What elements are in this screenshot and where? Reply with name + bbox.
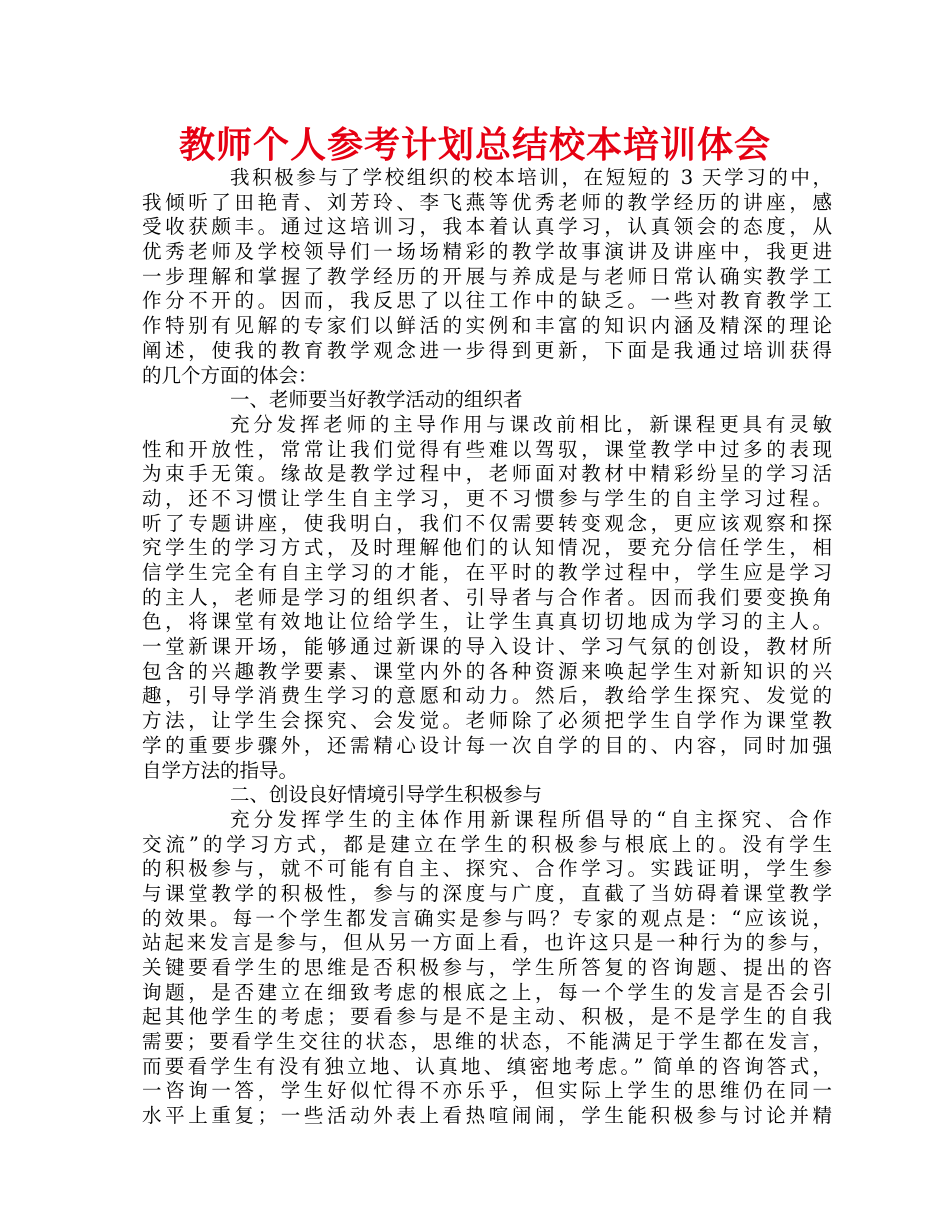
text-line: 性和开放性，常常让我们觉得有些难以驾驭，课堂教学中过多的表现 bbox=[142, 437, 832, 461]
text-line: 的几个方面的体会： bbox=[142, 363, 318, 387]
text-line: 作分不开的。因而，我反思了以往工作中的缺乏。一些对教育教学工 bbox=[142, 289, 832, 313]
text-line: 动，还不习惯让学生自主学习，更不习惯参与学生的自主学习过程。 bbox=[142, 486, 832, 510]
text-line: 的效果。每一个学生都发言确实是参与吗？专家的观点是：“应该说， bbox=[142, 906, 832, 930]
text-line: 色，将课堂有效地让位给学生，让学生真真切切地成为学习的主人。 bbox=[142, 610, 832, 634]
text-line: 关键要看学生的思维是否积极参与，学生所答复的咨询题、提出的咨 bbox=[142, 956, 832, 979]
text-line: 充分发挥学生的主体作用新课程所倡导的“自主探究、合作 bbox=[230, 807, 832, 831]
section-heading: 二、创设良好情境引导学生积极参与 bbox=[230, 783, 543, 807]
text-line: 受收获颇丰。通过这培训习，我本着认真学习，认真领会的态度，从 bbox=[142, 215, 832, 239]
text-line: 方法，让学生会探究、会发觉。老师除了必须把学生自学作为课堂教 bbox=[142, 709, 832, 733]
text-line: 需要；要看学生交往的状态，思维的状态，不能满足于学生都在发言， bbox=[142, 1030, 832, 1054]
text-line: 而要看学生有没有独立地、认真地、缜密地考虑。” 简单的咨询答式， bbox=[142, 1054, 832, 1078]
text-line: 作特别有见解的专家们以鲜活的实例和丰富的知识内涵及精深的理论 bbox=[142, 314, 832, 338]
text-line: 自学方法的指导。 bbox=[142, 758, 299, 782]
text-line: 优秀老师及学校领导们一场场精彩的教学故事演讲及讲座中，我更进 bbox=[142, 240, 832, 264]
text-line: 一步理解和掌握了教学经历的开展与养成是与老师日常认确实教学工 bbox=[142, 264, 832, 288]
text-line: 站起来发言是参与，但从另一方面上看，也许这只是一种行为的参与， bbox=[142, 931, 832, 955]
text-line: 我积极参与了学校组织的校本培训，在短短的 3 天学习的中， bbox=[230, 166, 832, 189]
text-line: 的主人，老师是学习的组织者、引导者与合作者。因而我们要变换角 bbox=[142, 585, 832, 609]
text-line: 信学生完全有自主学习的才能，在平时的教学过程中，学生应是学习 bbox=[142, 561, 832, 584]
text-line: 我倾听了田艳青、刘芳玲、李飞燕等优秀老师的教学经历的讲座，感 bbox=[142, 190, 832, 214]
text-line: 听了专题讲座，使我明白，我们不仅需要转变观念，更应该观察和探 bbox=[142, 511, 832, 535]
text-line: 交流”的学习方式，都是建立在学生的积极参与根底上的。没有学生 bbox=[142, 832, 832, 856]
text-line: 充分发挥老师的主导作用与课改前相比，新课程更具有灵敏 bbox=[230, 412, 832, 436]
document-title: 教师个人参考计划总结校本培训体会 bbox=[178, 124, 771, 166]
text-line: 的积极参与，就不可能有自主、探究、合作学习。实践证明，学生参 bbox=[142, 857, 832, 881]
text-line: 包含的兴趣教学要素、课堂内外的各种资源来唤起学生对新知识的兴 bbox=[142, 659, 832, 683]
section-heading: 一、老师要当好教学活动的组织者 bbox=[230, 388, 523, 412]
text-line: 与课堂教学的积极性，参与的深度与广度，直截了当妨碍着课堂教学 bbox=[142, 881, 832, 905]
text-line: 一堂新课开场，能够通过新课的导入设计、学习气氛的创设，教材所 bbox=[142, 635, 832, 659]
text-line: 究学生的学习方式，及时理解他们的认知情况，要充分信任学生，相 bbox=[142, 536, 832, 560]
text-line: 阐述，使我的教育教学观念进一步得到更新，下面是我通过培训获得 bbox=[142, 338, 832, 362]
text-line: 询题，是否建立在细致考虑的根底之上，每一个学生的发言是否会引 bbox=[142, 980, 832, 1004]
text-line: 水平上重复；一些活动外表上看热喧闹闹，学生能积极参与讨论并精 bbox=[142, 1104, 832, 1128]
text-line: 起其他学生的考虑；要看参与是不是主动、积极，是不是学生的自我 bbox=[142, 1005, 832, 1029]
document-body bbox=[142, 166, 832, 1129]
text-line: 趣，引导学消费生学习的意愿和动力。然后，教给学生探究、发觉的 bbox=[142, 684, 832, 708]
text-line: 学的重要步骤外，还需精心设计每一次自学的目的、内容，同时加强 bbox=[142, 733, 832, 757]
text-line: 为束手无策。缘故是教学过程中，老师面对教材中精彩纷呈的学习活 bbox=[142, 462, 832, 486]
text-line: 一咨询一答，学生好似忙得不亦乐乎，但实际上学生的思维仍在同一 bbox=[142, 1079, 832, 1103]
